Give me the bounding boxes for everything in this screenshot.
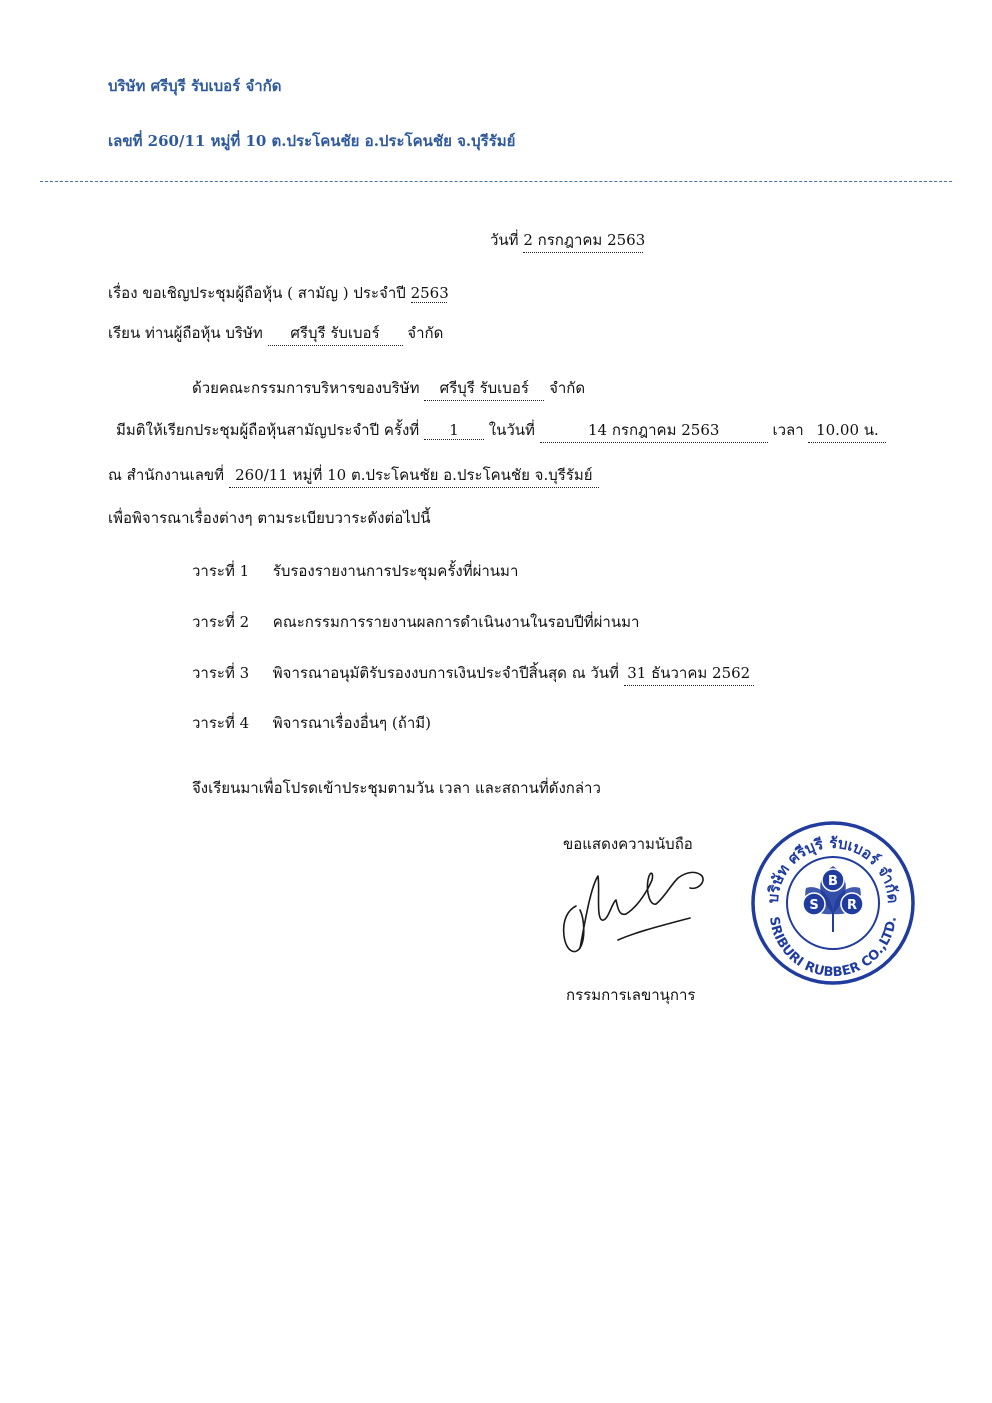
agenda-date: 31 ธันวาคม 2562 — [624, 661, 754, 686]
recipient-company: ศรีบุรี รับเบอร์ — [268, 321, 403, 346]
meeting-count: 1 — [424, 421, 484, 440]
agenda-label: วาระที่ 4 — [192, 714, 250, 732]
company-name: บริษัท ศรีบุรี รับเบอร์ จำกัด — [108, 77, 282, 95]
subject-label: เรื่อง — [108, 284, 138, 302]
meeting-time: 10.00 น. — [808, 418, 886, 443]
recipient-prefix: ท่านผู้ถือหุ้น บริษัท — [145, 324, 263, 342]
signatory-title: กรรมการเลขานุการ — [566, 986, 696, 1004]
closing-line: จึงเรียนมาเพื่อโปรดเข้าประชุมตามวัน เวลา และสถานที่ดังกล่าว — [192, 779, 601, 797]
stamp-english-name: SRIBURI RUBBER CO.,LTD. — [766, 915, 900, 981]
agenda-item — [192, 661, 754, 686]
body-line2-time-label: เวลา — [772, 421, 804, 439]
date-label: วันที่ — [490, 231, 519, 249]
company-stamp — [748, 818, 918, 988]
meeting-address: 260/11 หมู่ที่ 10 ต.ประโคนชัย อ.ประโคนชัย จ.บุรีรัมย์ — [229, 463, 599, 488]
subject-year: 2563 — [410, 284, 449, 302]
agenda-text: พิจารณาเรื่องอื่นๆ (ถ้ามี) — [272, 714, 431, 732]
agenda-label: วาระที่ 3 — [192, 664, 250, 682]
agenda-text: คณะกรรมการรายงานผลการดำเนินงานในรอบปีที่ผ่านมา — [272, 613, 640, 631]
handwritten-signature — [540, 858, 730, 968]
stamp-initial-r: R — [846, 898, 858, 913]
stamp-initial-s: S — [809, 898, 819, 913]
agenda-text: รับรองรายงานการประชุมครั้งที่ผ่านมา — [272, 562, 519, 580]
recipient-line — [108, 321, 443, 346]
agenda-label: วาระที่ 2 — [192, 613, 250, 631]
stamp-thai-name: บริษัท ศรีบุรี รับเบอร์ จำกัด — [763, 833, 903, 904]
body-line2-prefix: มีมติให้เรียกประชุมผู้ถือหุ้นสามัญประจำปี ครั้งที่ — [116, 421, 420, 439]
stamp-initial-b: B — [828, 874, 838, 889]
subject-text: ขอเชิญประชุมผู้ถือหุ้น ( สามัญ ) ประจำปี — [142, 284, 406, 302]
meeting-date: 14 กรกฎาคม 2563 — [540, 418, 768, 443]
subject-line — [108, 281, 447, 305]
agenda-item — [192, 711, 431, 735]
recipient-suffix: จำกัด — [407, 324, 444, 342]
agenda-label: วาระที่ 1 — [192, 562, 250, 580]
body-line-2 — [116, 418, 886, 443]
body-line2-date-label: ในวันที่ — [488, 421, 535, 439]
company-address: เลขที่ 260/11 หมู่ที่ 10 ต.ประโคนชัย อ.ประโคนชัย จ.บุรีรัมย์ — [108, 132, 516, 150]
body-line3-prefix: ณ สำนักงานเลขที่ — [108, 466, 225, 484]
agenda-item — [192, 559, 518, 583]
body-line1-company: ศรีบุรี รับเบอร์ — [424, 376, 544, 401]
agenda-item — [192, 610, 639, 634]
header-divider — [40, 181, 952, 182]
agenda-text: พิจารณาอนุมัติรับรองงบการเงินประจำปีสิ้นสุด ณ วันที่ — [272, 664, 619, 682]
body-line-3 — [108, 463, 599, 488]
date-line — [490, 228, 646, 253]
regards-text: ขอแสดงความนับถือ — [563, 835, 693, 853]
body-line1-suffix: จำกัด — [549, 379, 586, 397]
date-value: 2 กรกฎาคม 2563 — [523, 228, 643, 253]
body-line-1 — [192, 376, 585, 401]
body-line-4: เพื่อพิจารณาเรื่องต่างๆ ตามระเบียบวาระดังต่อไปนี้ — [108, 509, 431, 527]
recipient-label: เรียน — [108, 324, 141, 342]
body-line1-prefix: ด้วยคณะกรรมการบริหารของบริษัท — [192, 379, 420, 397]
